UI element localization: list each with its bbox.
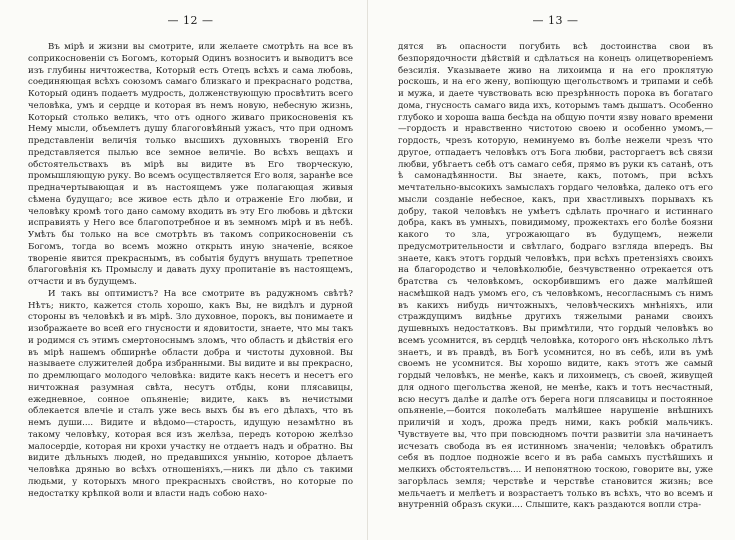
paragraph: И такъ вы оптимистъ? На все смотрите въ радужномъ свѣтѣ? Нѣтъ; никто, кажется столь хорошо, какъ Вы, не видѣлъ и дурной стороны въ человѣкѣ и въ мірѣ. Зло духовное, порокъ, вы понимаете и изображаете во всей его гнусности и ядовитости, знаете, что мы такъ и родимся съ этимъ смертоноснымъ зломъ, что область и дѣйствія его въ мірѣ нашемъ обширнѣе области добра и чистоты духовной. Вы называете служителей добра избранными. Вы видите и вы прекрасно, по дремлющаго молодого человѣка: видите какъ несетъ и несетъ его ничтожная разумная свѣта, несутъ отбды, кони плясавицы, ежедневное, сонное опьяненіе; видите, какъ въ нечистыми облекается влечіе и сталъ уже весь выхъ бы въ его дѣлахъ, что въ немъ души.... Видите и вѣдомо—старость, идущую незамѣтно въ такому человѣку, которая вся изъ желѣза, передъ которою желѣзо малосердіе, которая ни крохи участку не отдаетъ надъ и обратно. Вы видите дѣльныхъ людей, но предавшихся унынію, которое дѣлаетъ человѣка дрянью во всѣхъ отношеніяхъ,—никъ ли дѣло съ такими людьми, у которыхъ много прекрасныхъ свойствъ, но которые по недостатку крѣпкой воли и власти надъ собою нахо- <box>28 288 353 499</box>
left-page <box>0 0 367 540</box>
page-number: — 13 — <box>532 14 579 27</box>
paragraph: дятся въ опасности погубить всѣ достоинства свои въ безпорядочности дѣйствій и сдѣлаться на конецъ олицетвореніемъ безсилія. Указываете живо на лихоимца и на его проклятую роскошь, и на его жену, вопіющую щегольствомъ и трипами и себѣ и мужа, и даете чувствовать всю презрѣнность порока въ богатаго дома, гнусность самаго вида ихъ, которымъ тамъ дышатъ. Особенно глубоко и хороша ваша бесѣда на общую почти язву новаго времени—гордость и нравственно чистотою своею и особенно умомъ,—гордость, чрезъ которую, неминуемо въ болѣе нежели чрезъ что другое, отпадаетъ человѣкъ отъ Бога любви, расторгаетъ всѣ связи любви, убѣгаетъ себѣ отъ самаго себя, прямо въ руки къ сатанѣ, отъ ѣ самонадѣянности. Вы знаете, какъ, потомъ, при всѣхъ мечтательно-высокихъ замыслахъ гордаго человѣка, далеко отъ его мысли созданіе небесное, какъ, при хвастливыхъ порывахъ къ добру, такой человѣкъ не умѣетъ сдѣлать прочнаго и истиннаго добра, какъ въ умныхъ, повидимому, прожектахъ его болѣе боязни какого то зла, угрожающаго въ будущемъ, нежели предусмотрительности и свѣтлаго, бодраго взгляда впередъ. Вы знаете, какъ этотъ гордый человѣкъ, при всѣхъ претензіяхъ своихъ на благородство и человѣколюбіе, безчувственно отрекается отъ братства съ человѣкомъ, оскорбившимъ его даже малѣйшей насмѣшкой надъ умомъ его, съ человѣкомъ, несогласнымъ съ нимъ въ какихъ нибудь ничтожныхъ, человѣческихъ мнѣніяхъ, или страждущимъ видѣнье другихъ тяжелыми ранами своихъ душевныхъ недостатковъ. Вы примѣтили, что гордый человѣкъ во всемъ усомнится, въ сердцѣ человѣка, которого онъ нѣсколько лѣтъ знаетъ, и въ правдѣ, въ Богѣ усомнится, но въ себѣ, или въ умѣ своемъ не усомнится. Вы хорошо видите, какъ этотъ же самый гордый человѣкъ, не менѣе, какъ и лихоимецъ, съ своей, живущей для одного щегольства женой, не менѣе, какъ и тотъ несчастный, всю несутъ далѣе и далѣе отъ берега ноги плясавицы и постоянное опьяненіе,—боится поколебать малѣйшее нарушеніе внѣшнихъ приличій и ходъ, дрожа предъ ними, какъ робкій мальчикъ. Чувствуете вы, что при повсюдномъ почти развитіи зла начинаетъ исчезать свобода въ ея истинномъ значеніи; человѣкъ обратилъ себя въ подлое подножіе всего и въ раба самыхъ пустѣйшихъ и мелкихъ обстоятельствъ.... И непонятною тоскою, говорите вы, уже загорѣлась земля; черствѣе и черствѣе становится жизнь; все мельчаетъ и мелѣетъ и возрастаетъ только въ всѣхъ, что во всемъ и внутренній образъ скуки.... Слышите, какъ раздаются вопли стра- <box>398 42 713 511</box>
page-number: — 12 — <box>167 14 214 27</box>
right-page <box>368 0 735 540</box>
paragraph: Въ мірѣ и жизни вы смотрите, или желаете смотрѣть на все въ соприкосновеніи съ Богомъ, который Одинъ возноситъ и выводитъ все изъ глубины ничтожества, Который есть Отецъ всѣхъ и сама любовь, соединяющая всѣхъ союзомъ самаго близкаго и прекраснаго родства, Который одинъ подаетъ мудрость, долженствующую просвѣтить всего человѣка, умъ и сердце и которая въ немъ новую, небесную жизнь, Который столько великъ, что отъ одного живаго прикосновенія къ Нему мысли, объемлетъ душу благоговѣйный ужасъ, что при одномъ представленіи величія только высшихъ духовныхъ твореній Его представляется пылью все земное величіе. Во всѣхъ вещахъ и обстоятельствахъ въ мірѣ вы видите въ Его творческую, промышляющую руку. Во всемъ осуществляется Его воля, заранѣе все предначертывающая и въ настоящемъ уже полагающая живыя сѣмена будущаго; все живое есть дѣло и отраженіе Его любви, и человѣку кромѣ того дано самому входить въ эту Его любовь и дѣтски исправиять у Него все благопотребное и въ земномъ мірѣ и въ небѣ. Умѣть бы только на все смотрѣть въ такомъ соприкосновеніи съ Богомъ, тогда во всемъ можно открыть иную значеніе, всякое твореніе явится прекраснымъ, въ событія будутъ внушать трепетное благоговѣнія къ Промыслу и давать духу пропитаніе въ настоящемъ, отчасти и въ будущемъ. <box>28 42 353 287</box>
